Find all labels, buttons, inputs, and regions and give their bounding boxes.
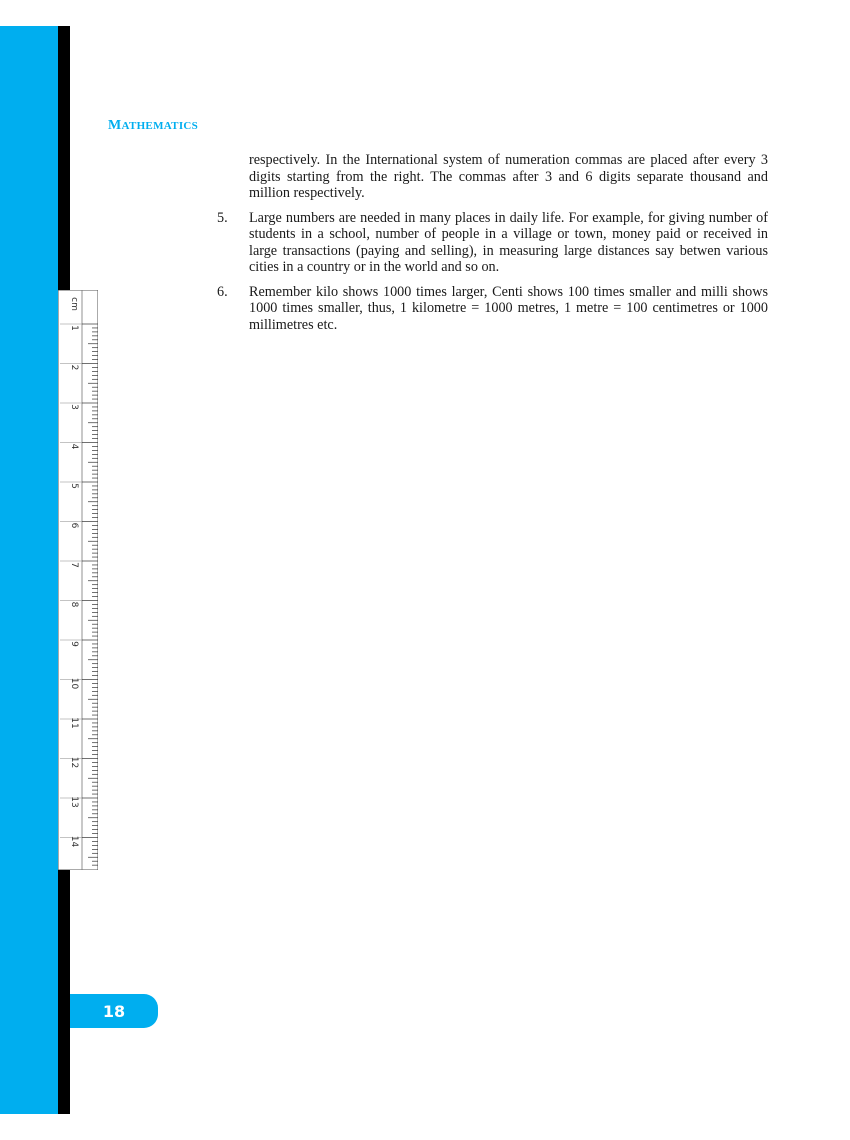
page-number: 18 [102, 1001, 126, 1021]
ruler-number-label: 9 [69, 641, 79, 647]
header-initial: M [108, 118, 122, 133]
ruler-svg [58, 290, 98, 870]
list-item [208, 284, 768, 334]
page-number-tab [70, 994, 158, 1028]
ruler-body [58, 290, 98, 870]
ruler-number-label: 1 [69, 325, 79, 331]
item-number: 6. [217, 283, 228, 300]
ruler-number-label: 10 [69, 677, 79, 690]
ruler-number-label: 3 [69, 404, 79, 410]
ruler-number-label: 2 [69, 364, 79, 371]
ruler-number-label: 14 [69, 835, 79, 848]
ruler-number-label: 7 [69, 562, 79, 568]
list-item [208, 210, 768, 276]
ruler-number-label: 8 [69, 601, 79, 608]
item-text: Remember kilo shows 1000 times larger, Centi shows 100 times smaller and milli shows 1000 times smaller, thus, 1 kilometre = 1000 metres, 1 metre = 100 centimetres or 1000 millimetres etc. [249, 283, 768, 333]
page-content [208, 152, 768, 341]
running-header [108, 118, 198, 134]
ruler-graphic [58, 290, 98, 870]
continuation-paragraph: respectively. In the International system of numeration commas are placed after every 3 digits starting from the right. The commas after 3 and 6 digits separate thousand and million respectively. [249, 152, 768, 201]
header-rest: ATHEMATICS [121, 120, 199, 132]
ruler-number-label: 5 [69, 483, 79, 489]
item-text: Large numbers are needed in many places in daily life. For example, for giving number of students in a school, number of people in a village or town, money paid or received in large transactions (paying and selling), in measuring large distances say betwen various cities in a country or in the world and so on. [249, 209, 768, 275]
ruler-number-label: 13 [69, 796, 79, 808]
ruler-number-label: 4 [69, 443, 79, 450]
left-color-band [0, 26, 58, 1114]
item-number: 5. [217, 209, 228, 226]
ruler-number-label: 11 [69, 717, 79, 729]
ruler-unit-label: cm [69, 297, 79, 311]
ruler-number-label: 6 [69, 522, 79, 529]
ruler-number-label: 12 [69, 756, 79, 769]
